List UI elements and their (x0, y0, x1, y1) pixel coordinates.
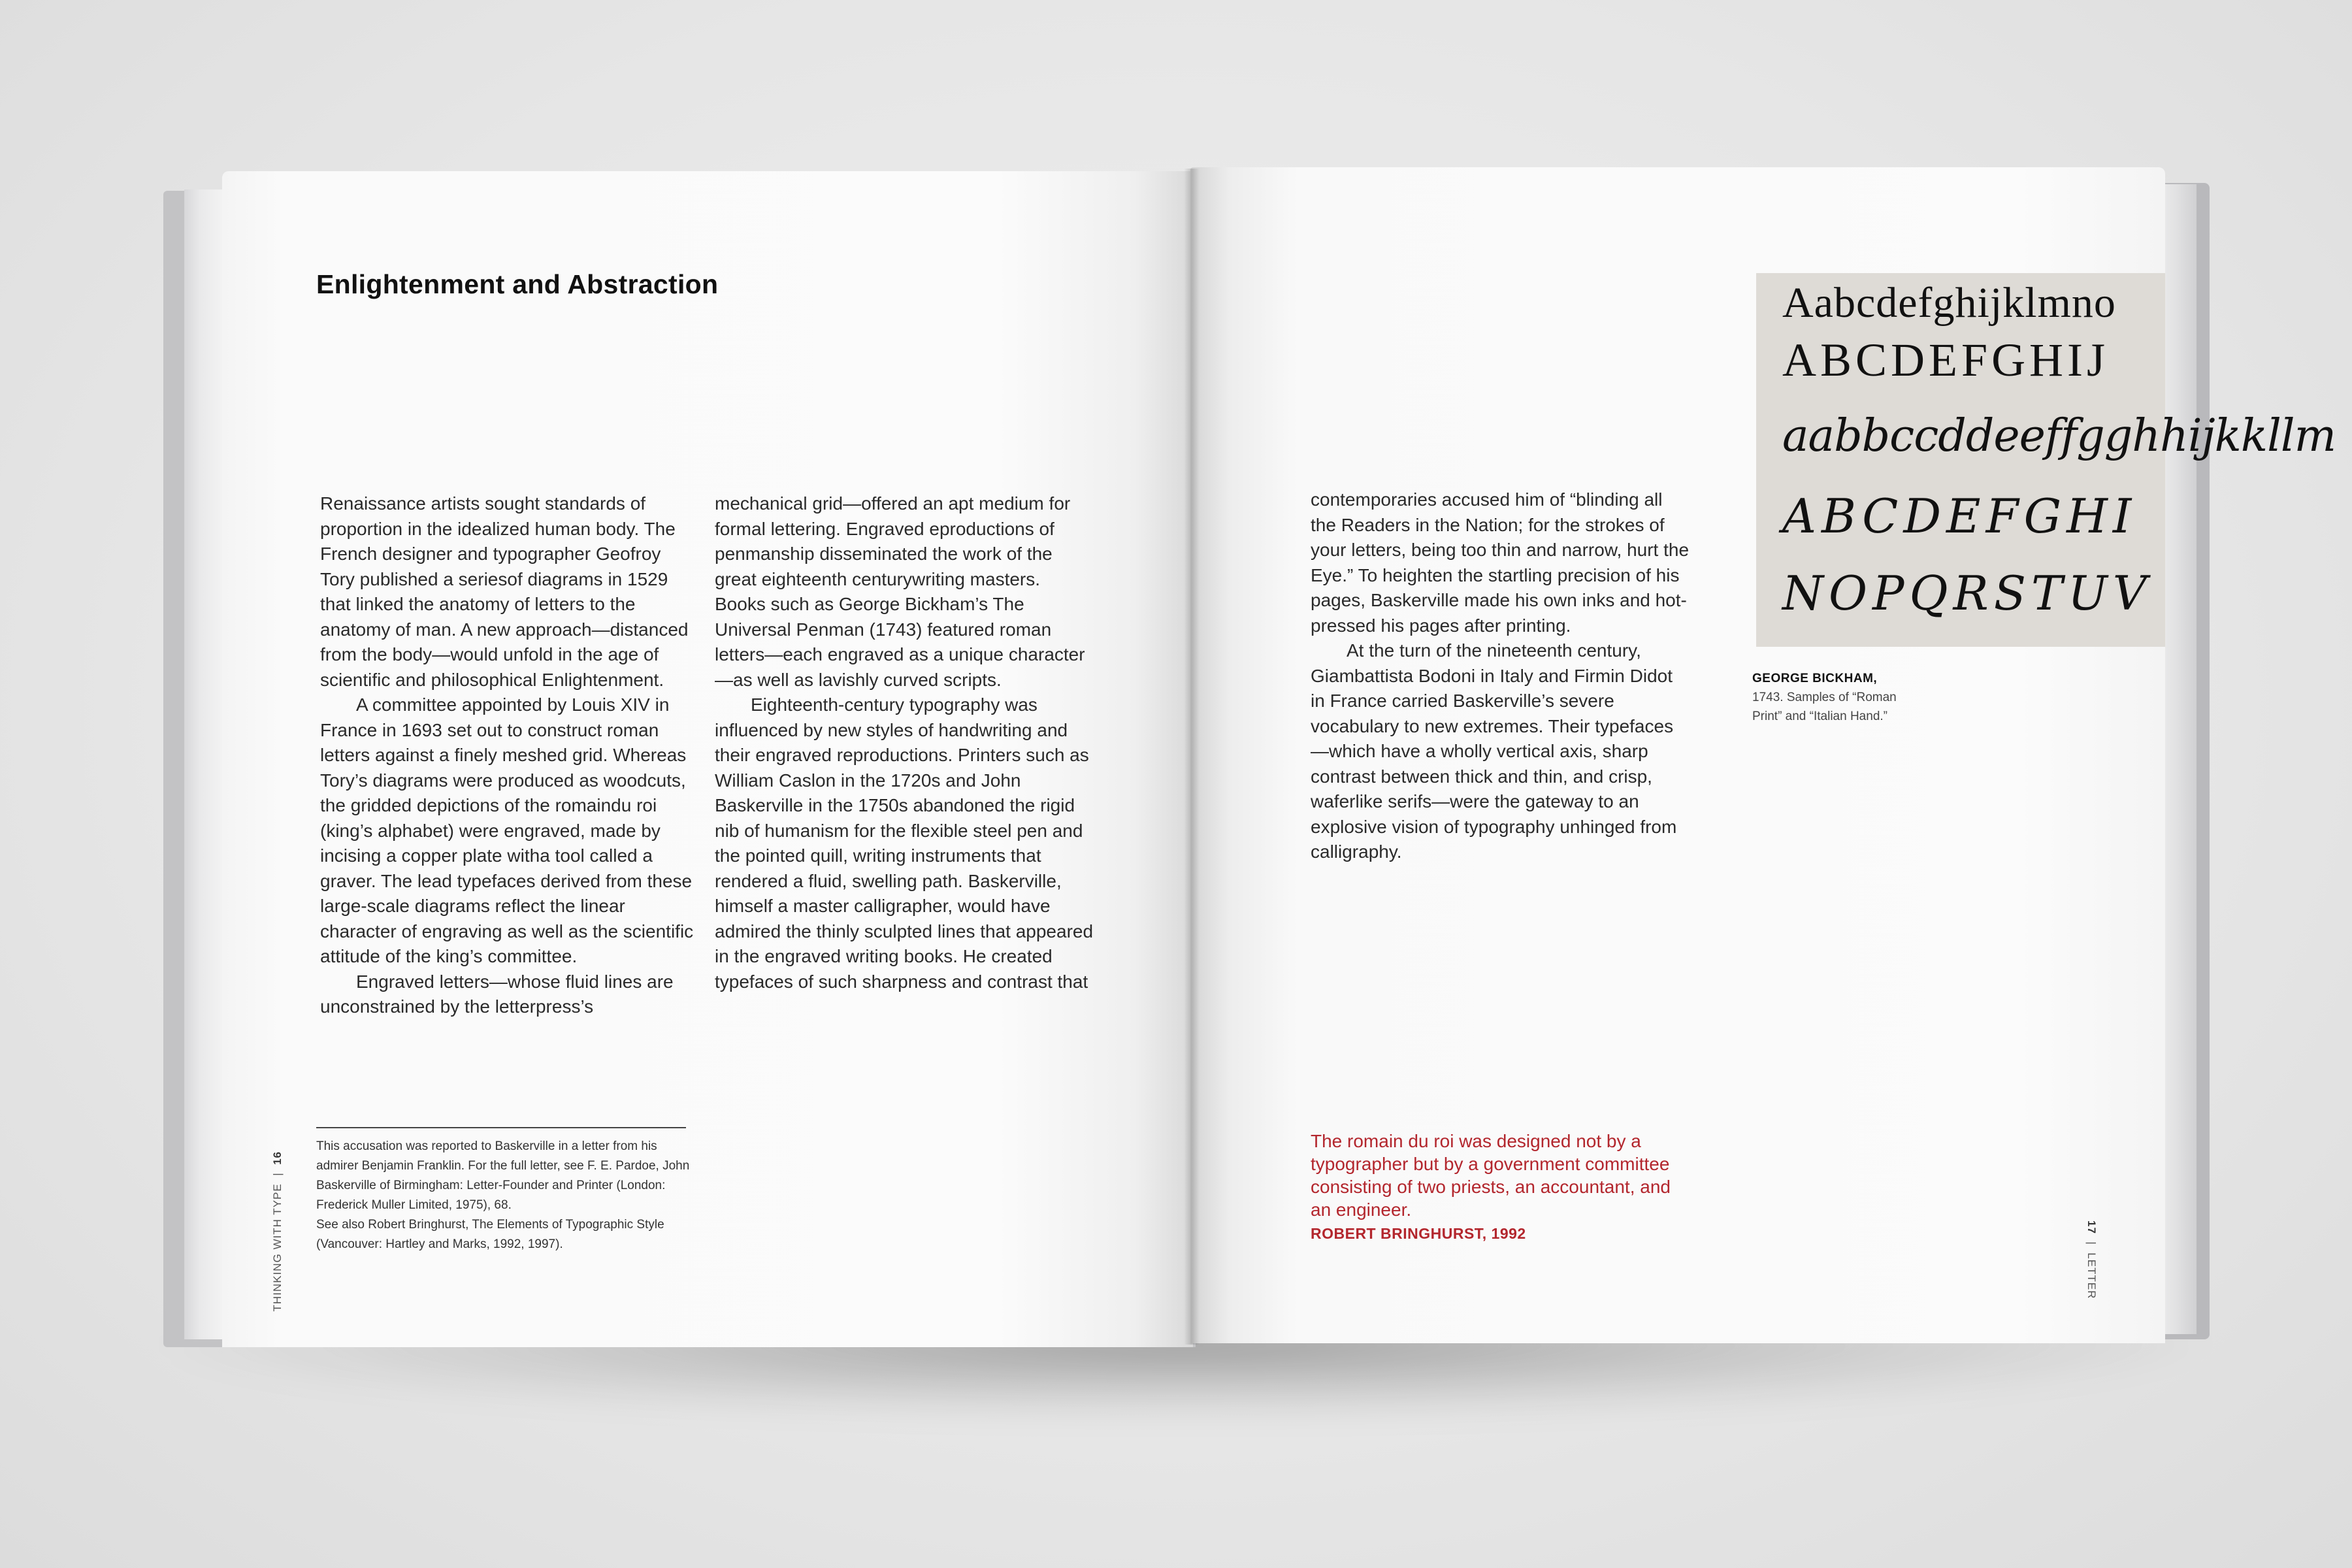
spine-gutter (1184, 169, 1200, 1345)
paragraph: contemporaries accused him of “blinding all the Readers in the Nation; for the strokes of your letters, being too thin and narrow, hurt the Eye.” To heighten the startling precision of his pages, Baskerville made his own inks and hot-pressed his pages after printing. (1311, 489, 1690, 636)
caption-text: 1743. Samples of “Roman Print” and “Italian Hand.” (1752, 691, 1897, 723)
specimen-roman-uppercase: ABCDEFGHIJ (1782, 334, 2110, 386)
specimen-italic-lowercase: aabbccddeeffgghhijkkllm (1782, 410, 2336, 462)
left-page (222, 171, 1193, 1347)
specimen-caption (1752, 669, 1909, 726)
pull-quote-text: The romain du roi was designed not by a typographer but by a government committee consisting of two priests, an accountant, and an engineer. (1311, 1131, 1671, 1220)
footnote-text: This accusation was reported to Baskerville in a letter from his admirer Benjamin Franklin. For the full letter, see F. E. Pardoe, John Baskerville of Birmingham: Letter-Founder and Printer (London: Frederick Muller Limited, 1975), 68. (316, 1139, 690, 1212)
pull-quote-attribution: ROBERT BRINGHURST, 1992 (1311, 1225, 1526, 1242)
page-stack-left (184, 189, 223, 1339)
type-specimen-image (1756, 273, 2336, 647)
paragraph: Renaissance artists sought standards of proportion in the idealized human body. The French designer and typographer Geofroy Tory published a seriesof diagrams in 1529 that linked the anatomy of letters to the anatomy of man. A new approach—distanced from the body—would unfold in the age of scientific and philosophical Enlightenment. (320, 493, 689, 690)
page-number: 16 (271, 1151, 284, 1165)
right-page (1190, 167, 2336, 1343)
running-folio-left (268, 1151, 287, 1347)
pull-quote (1311, 1130, 1676, 1245)
folio-separator: | (271, 1168, 284, 1180)
folio-label: LETTER (2085, 1252, 2098, 1299)
footnote-text: See also Robert Bringhurst, The Elements of Typographic Style (Vancouver: Hartley and Marks, 1992, 1997). (316, 1218, 664, 1251)
paragraph: Eighteenth-century typography was influenced by new styles of handwriting and their engraved reproductions. Printers such as William Caslon in the 1720s and John Baskerville in the 1750s abandoned the rigid nib of humanism for the flexible steel pen and the pointed quill, writing instruments that rendered a fluid, swelling path. Baskerville, himself a master calligrapher, would have admired the thinly sculpted lines that appeared in the engraved writing books. He created typefaces of such sharpness and contrast that (715, 694, 1094, 992)
text-column-2 (715, 491, 1094, 994)
folio-separator: | (2085, 1237, 2098, 1249)
footnote (316, 1137, 695, 1254)
paragraph: At the turn of the nineteenth century, Giambattista Bodoni in Italy and Firmin Didot in France carried Baskerville’s severe vocabulary to new extremes. Their typefaces—which have a wholly vertical axis, sharp contrast between thick and thin, and crisp, waferlike serifs—were the gateway to an explosive vision of typography unhinged from calligraphy. (1311, 640, 1677, 862)
specimen-italic-uppercase: NOPQRSTUV (1782, 566, 2152, 621)
folio-label: THINKING WITH TYPE (271, 1183, 284, 1312)
page-number: 17 (2085, 1220, 2098, 1234)
paragraph: A committee appointed by Louis XIV in France in 1693 set out to construct roman letters against a finely meshed grid. Whereas Tory’s diagrams were produced as woodcuts, the gridded depictions of the romaindu roi (king’s alphabet) were engraved, made by incising a copper plate witha tool called a graver. The lead typefaces derived from these large-scale diagrams reflect the linear character of engraving as well as the scientific attitude of the king’s committee. (320, 694, 694, 966)
running-folio-right (2082, 1220, 2101, 1318)
caption-name: GEORGE BICKHAM, (1752, 672, 1878, 685)
specimen-italic-uppercase: ABCDEFGHI (1782, 489, 2137, 544)
text-column-1 (320, 491, 699, 1020)
specimen-roman-lowercase: Aabcdefghijklmno (1782, 279, 2116, 327)
page-title: Enlightenment and Abstraction (316, 269, 719, 299)
footnote-rule (316, 1127, 686, 1128)
paragraph: Engraved letters—whose fluid lines are unconstrained by the letterpress’s (320, 971, 674, 1017)
paragraph: mechanical grid—offered an apt medium for formal lettering. Engraved eproductions of penmanship disseminated the work of the great eighteenth centurywriting masters. Books such as George Bickham’s The Universal Penman (1743) featured roman letters—each engraved as a unique character—as well as lavishly curved scripts. (715, 493, 1085, 690)
text-column-3 (1311, 487, 1690, 865)
